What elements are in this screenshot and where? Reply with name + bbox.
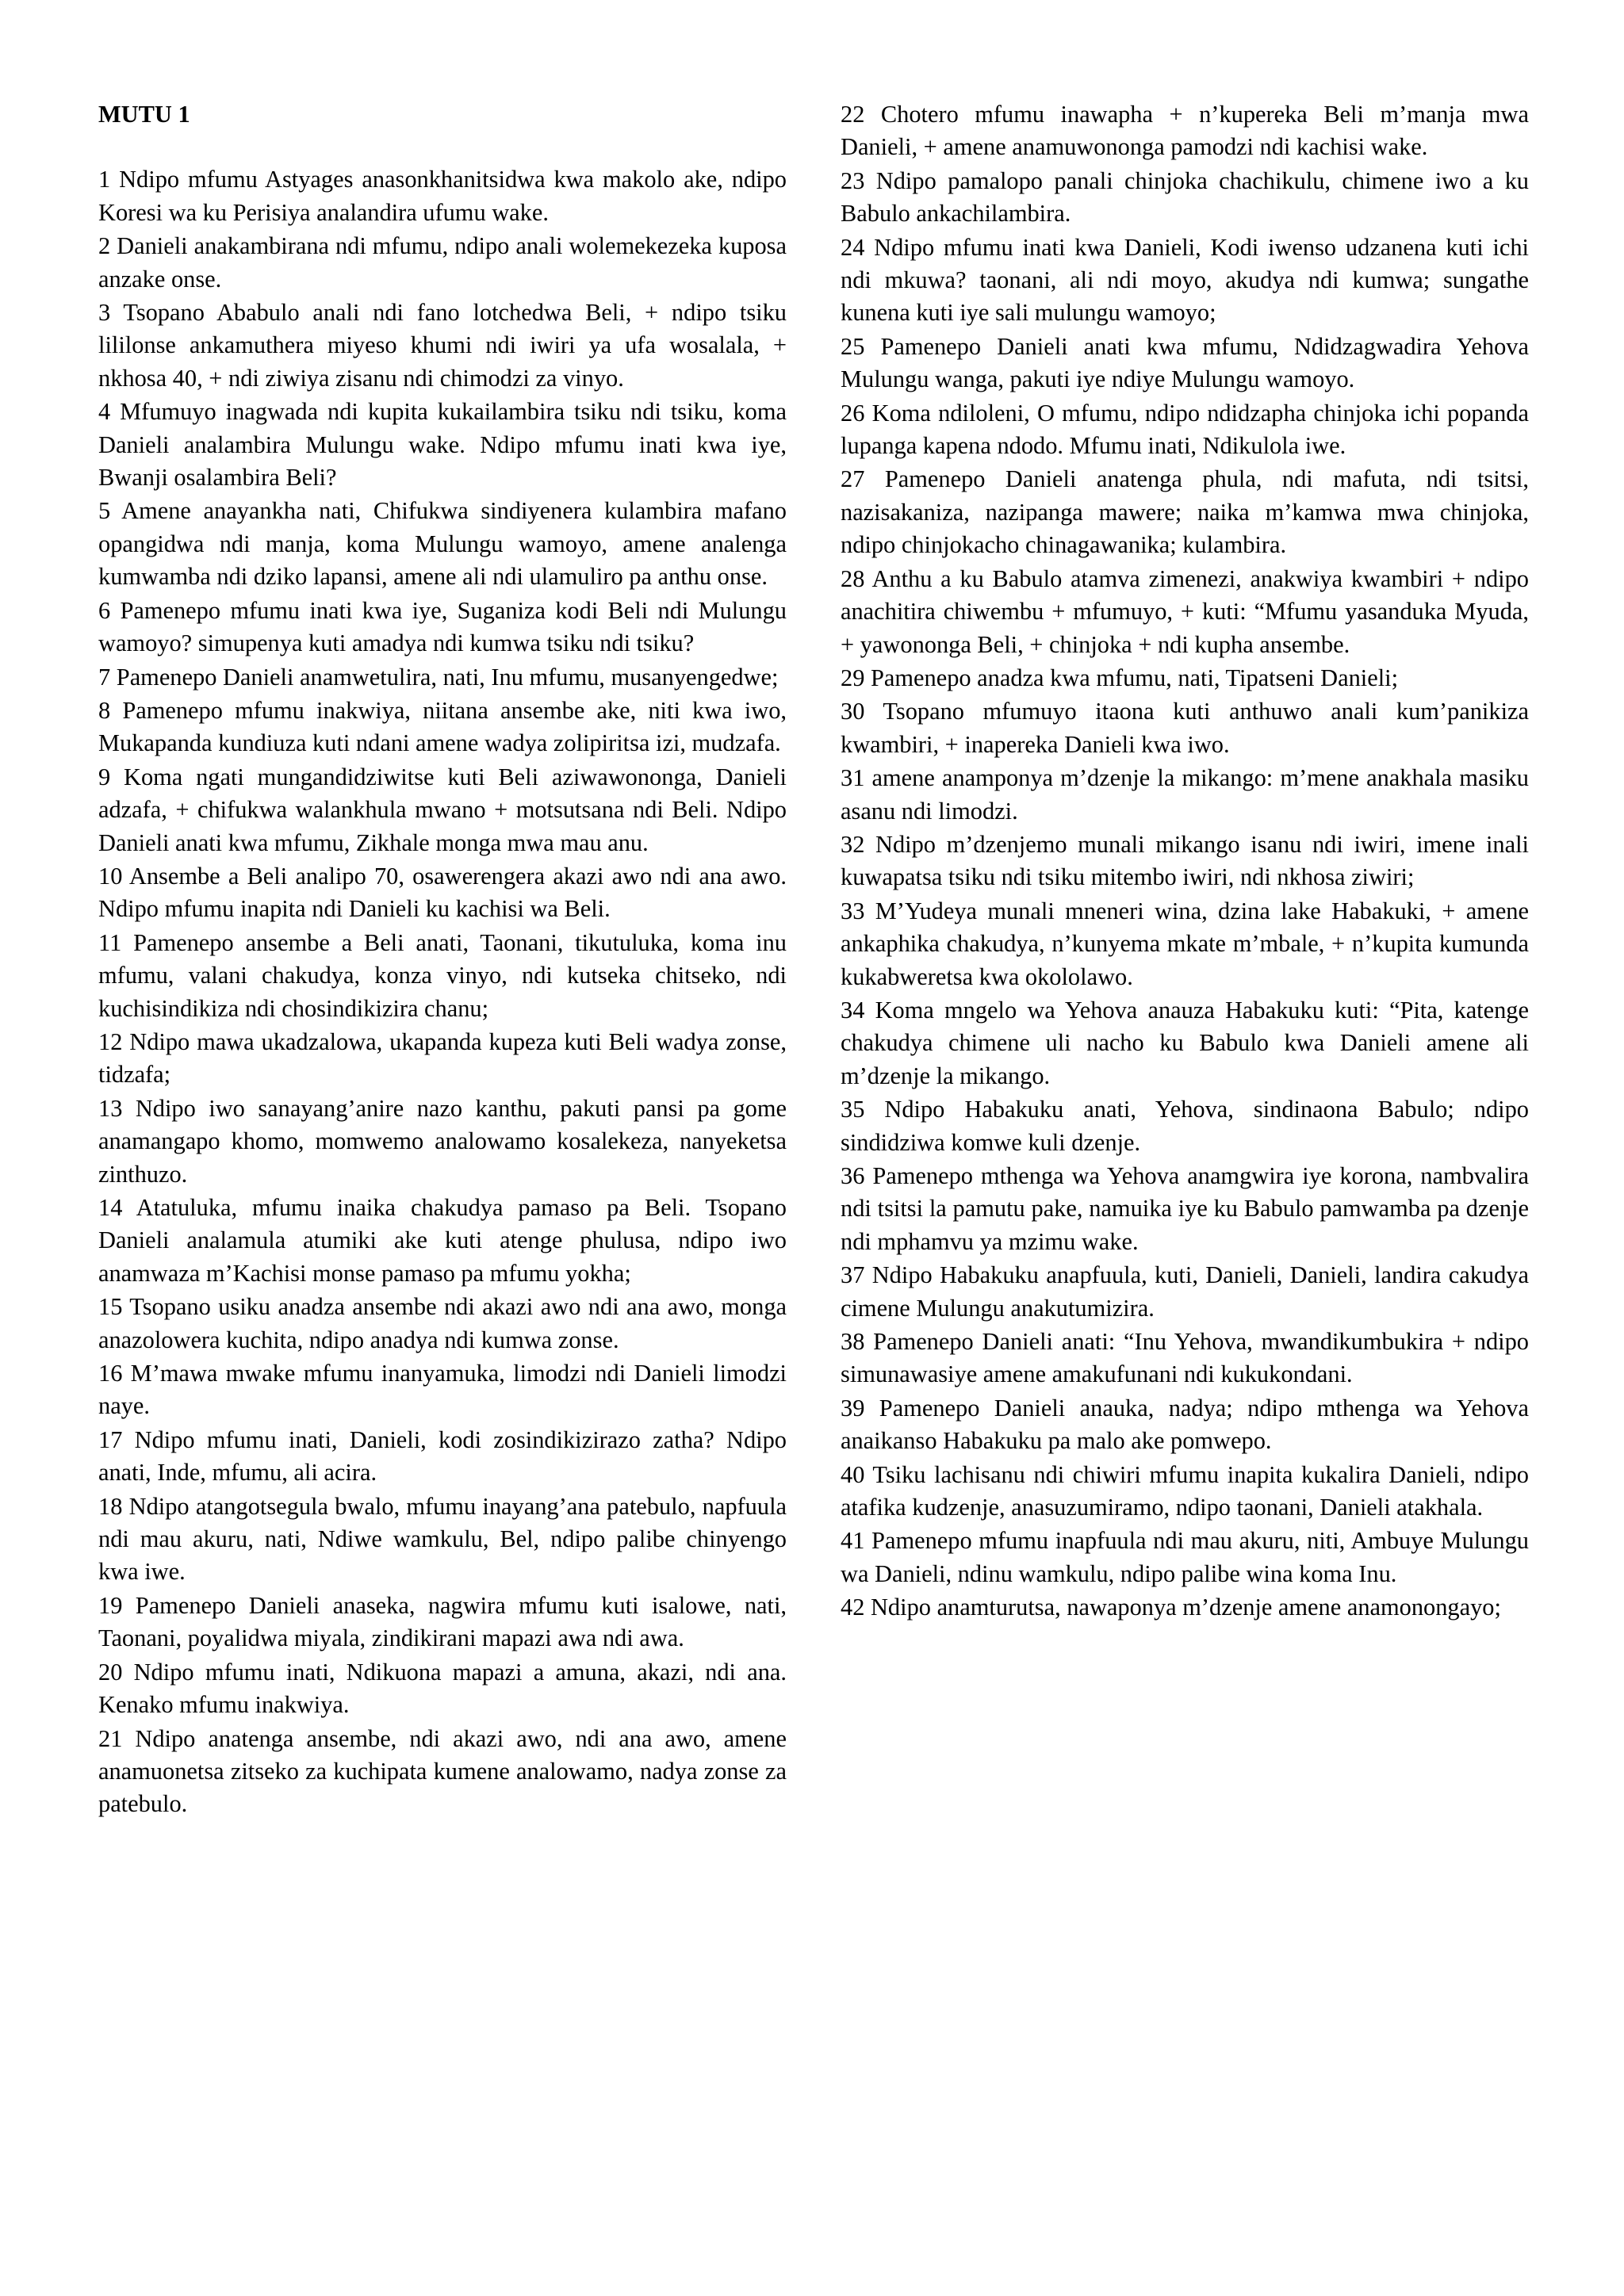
right-verse-list — [841, 98, 1529, 1624]
left-column — [98, 98, 787, 1822]
verse-paragraph: 9 Koma ngati mungandidziwitse kuti Beli aziwawononga, Danieli adzafa, + chifukwa walankhula mwano + motsutsana ndi Beli. Ndipo Danieli anati kwa mfumu, Zikhale monga mwa mau anu. — [98, 763, 787, 856]
verse-paragraph: 35 Ndipo Habakuku anati, Yehova, sindinaona Babulo; ndipo sindidziwa komwe kuli dzenje. — [841, 1096, 1529, 1156]
verse-paragraph: 21 Ndipo anatenga ansembe, ndi akazi awo, ndi ana awo, amene anamuonetsa zitseko za kuchipata kumene analowamo, nadya zonse za patebulo. — [98, 1724, 787, 1818]
verse-paragraph: 15 Tsopano usiku anadza ansembe ndi akazi awo ndi ana awo, monga anazolowera kuchita, ndipo anadya ndi kumwa zonse. — [98, 1293, 787, 1353]
verse-paragraph: 27 Pamenepo Danieli anatenga phula, ndi mafuta, ndi tsitsi, nazisakaniza, nazipanga mawere; naika m’kamwa mwa chinjoka, ndipo chinjokacho chinagawanika; kulambira. — [841, 465, 1529, 559]
verse-paragraph: 5 Amene anayankha nati, Chifukwa sindiyenera kulambira mafano opangidwa ndi manja, koma Mulungu wamoyo, amene analenga kumwamba ndi dziko lapansi, amene ali ndi ulamuliro pa anthu onse. — [98, 497, 787, 591]
verse-paragraph: 33 M’Yudeya munali mneneri wina, dzina lake Habakuki, + amene ankaphika chakudya, n’kunyema mkate m’mbale, + n’kupita kumunda kukabweretsa kwa okololawo. — [841, 897, 1529, 990]
verse-paragraph: 11 Pamenepo ansembe a Beli anati, Taonani, tikutuluka, koma inu mfumu, valani chakudya, konza vinyo, ndi kutseka chitseko, ndi kuchisindikiza ndi chosindikizira chanu; — [98, 928, 787, 1022]
verse-paragraph: 34 Koma mngelo wa Yehova anauza Habakuku kuti: “Pita, katenge chakudya chimene uli nacho ku Babulo kwa Danieli amene ali m’dzenje la mikango. — [841, 996, 1529, 1089]
verse-paragraph: 30 Tsopano mfumuyo itaona kuti anthuwo anali kum’panikiza kwambiri, + inapereka Danieli kwa iwo. — [841, 698, 1529, 758]
left-verse-list — [98, 163, 787, 1820]
right-column — [841, 98, 1529, 1625]
verse-paragraph: 6 Pamenepo mfumu inati kwa iye, Suganiza kodi Beli ndi Mulungu wamoyo? simupenya kuti amadya ndi kumwa tsiku ndi tsiku? — [98, 596, 787, 657]
verse-paragraph: 28 Anthu a ku Babulo atamva zimenezi, anakwiya kwambiri + ndipo anachitira chiwembu + mfumuyo, + kuti: “Mfumu yasanduka Myuda, + yawononga Beli, + chinjoka + ndi kupha ansembe. — [841, 564, 1529, 658]
verse-paragraph: 7 Pamenepo Danieli anamwetulira, nati, Inu mfumu, musanyengedwe; — [98, 663, 779, 691]
verse-paragraph: 29 Pamenepo anadza kwa mfumu, nati, Tipatseni Danieli; — [841, 664, 1399, 691]
verse-paragraph: 36 Pamenepo mthenga wa Yehova anamgwira iye korona, nambvalira ndi tsitsi la pamutu pake, namuika iye ku Babulo pamwamba pa dzenje ndi mphamvu ya mzimu wake. — [841, 1162, 1529, 1255]
verse-paragraph: 38 Pamenepo Danieli anati: “Inu Yehova, mwandikumbukira + ndipo simunawasiye amene amakufunani ndi kukukondani. — [841, 1328, 1529, 1388]
verse-paragraph: 24 Ndipo mfumu inati kwa Danieli, Kodi iwenso udzanena kuti ichi ndi mkuwa? taonani, ali ndi moyo, akudya ndi kumwa; sungathe kunena kuti iye sali mulungu wamoyo; — [841, 233, 1529, 327]
verse-paragraph: 4 Mfumuyo inagwada ndi kupita kukailambira tsiku ndi tsiku, koma Danieli analambira Mulungu wake. Ndipo mfumu inati kwa iye, Bwanji osalambira Beli? — [98, 398, 787, 492]
verse-paragraph: 32 Ndipo m’dzenjemo munali mikango isanu ndi iwiri, imene inali kuwapatsa tsiku ndi tsiku mitembo iwiri, ndi nkhosa ziwiri; — [841, 830, 1529, 891]
chapter-title: MUTU 1 — [98, 101, 190, 128]
verse-paragraph: 39 Pamenepo Danieli anauka, nadya; ndipo mthenga wa Yehova anaikanso Habakuku pa malo ake pomwepo. — [841, 1394, 1529, 1455]
verse-paragraph: 20 Ndipo mfumu inati, Ndikuona mapazi a amuna, akazi, ndi ana. Kenako mfumu inakwiya. — [98, 1658, 787, 1719]
verse-paragraph: 25 Pamenepo Danieli anati kwa mfumu, Ndidzagwadira Yehova Mulungu wanga, pakuti iye ndiye Mulungu wamoyo. — [841, 332, 1529, 393]
verse-paragraph: 31 amene anamponya m’dzenje la mikango: m’mene anakhala masiku asanu ndi limodzi. — [841, 764, 1529, 825]
verse-paragraph: 40 Tsiku lachisanu ndi chiwiri mfumu inapita kukalira Danieli, ndipo atafika kudzenje, anasuzumiramo, ndipo taonani, Danieli atakhala. — [841, 1460, 1529, 1521]
verse-paragraph: 14 Atatuluka, mfumu inaika chakudya pamaso pa Beli. Tsopano Danieli analamula atumiki ake kuti atenge phulusa, ndipo iwo anamwaza m’Kachisi monse pamaso pa mfumu yokha; — [98, 1194, 787, 1287]
verse-paragraph: 16 M’mawa mwake mfumu inanyamuka, limodzi ndi Danieli limodzi naye. — [98, 1360, 787, 1420]
verse-paragraph: 10 Ansembe a Beli analipo 70, osawerengera akazi awo ndi ana awo. Ndipo mfumu inapita ndi Danieli ku kachisi wa Beli. — [98, 862, 787, 923]
verse-paragraph: 22 Chotero mfumu inawapha + n’kupereka Beli m’manja mwa Danieli, + amene anamuwononga pamodzi ndi kachisi wake. — [841, 101, 1529, 161]
verse-paragraph: 19 Pamenepo Danieli anaseka, nagwira mfumu kuti isalowe, nati, Taonani, poyalidwa miyala, zindikirani mapazi awa ndi awa. — [98, 1591, 787, 1652]
verse-paragraph: 8 Pamenepo mfumu inakwiya, niitana ansembe ake, niti kwa iwo, Mukapanda kundiuza kuti ndani amene wadya zolipiritsa izi, mudzafa. — [98, 696, 787, 757]
verse-paragraph: 23 Ndipo pamalopo panali chinjoka chachikulu, chimene iwo a ku Babulo ankachilambira. — [841, 166, 1529, 228]
verse-paragraph: 42 Ndipo anamturutsa, nawaponya m’dzenje amene anamonongayo; — [841, 1594, 1501, 1621]
verse-paragraph: 13 Ndipo iwo sanayang’anire nazo kanthu, pakuti pansi pa gome anamangapo khomo, momwemo analowamo kosalekeza, nanyeketsa zinthuzo. — [98, 1094, 787, 1188]
verse-paragraph: 41 Pamenepo mfumu inapfuula ndi mau akuru, niti, Ambuye Mulungu wa Danieli, ndinu wamkulu, ndipo palibe wina koma Inu. — [841, 1527, 1529, 1587]
verse-paragraph: 2 Danieli anakambirana ndi mfumu, ndipo anali wolemekezeka kuposa anzake onse. — [98, 232, 787, 293]
verse-paragraph: 3 Tsopano Ababulo anali ndi fano lotchedwa Beli, + ndipo tsiku lililonse ankamuthera miyeso khumi ndi iwiri ya ufa wosalala, + nkhosa 40, + ndi ziwiya zisanu ndi chimodzi za vinyo. — [98, 299, 787, 392]
verse-paragraph: 26 Koma ndiloleni, O mfumu, ndipo ndidzapha chinjoka ichi popanda lupanga kapena ndodo. Mfumu inati, Ndikulola iwe. — [841, 399, 1529, 460]
verse-paragraph: 12 Ndipo mawa ukadzalowa, ukapanda kupeza kuti Beli wadya zonse, tidzafa; — [98, 1027, 787, 1089]
verse-paragraph: 1 Ndipo mfumu Astyages anasonkhanitsidwa kwa makolo ake, ndipo Koresi wa ku Perisiya analandira ufumu wake. — [98, 166, 787, 226]
verse-paragraph: 17 Ndipo mfumu inati, Danieli, kodi zosindikizirazo zatha? Ndipo anati, Inde, mfumu, ali acira. — [98, 1425, 787, 1487]
verse-paragraph: 37 Ndipo Habakuku anapfuula, kuti, Danieli, Danieli, landira cakudya cimene Mulungu anakutumizira. — [841, 1261, 1529, 1322]
verse-paragraph: 18 Ndipo atangotsegula bwalo, mfumu inayang’ana patebulo, napfuula ndi mau akuru, nati, Ndiwe wamkulu, Bel, ndipo palibe chinyengo kwa iwe. — [98, 1492, 787, 1586]
